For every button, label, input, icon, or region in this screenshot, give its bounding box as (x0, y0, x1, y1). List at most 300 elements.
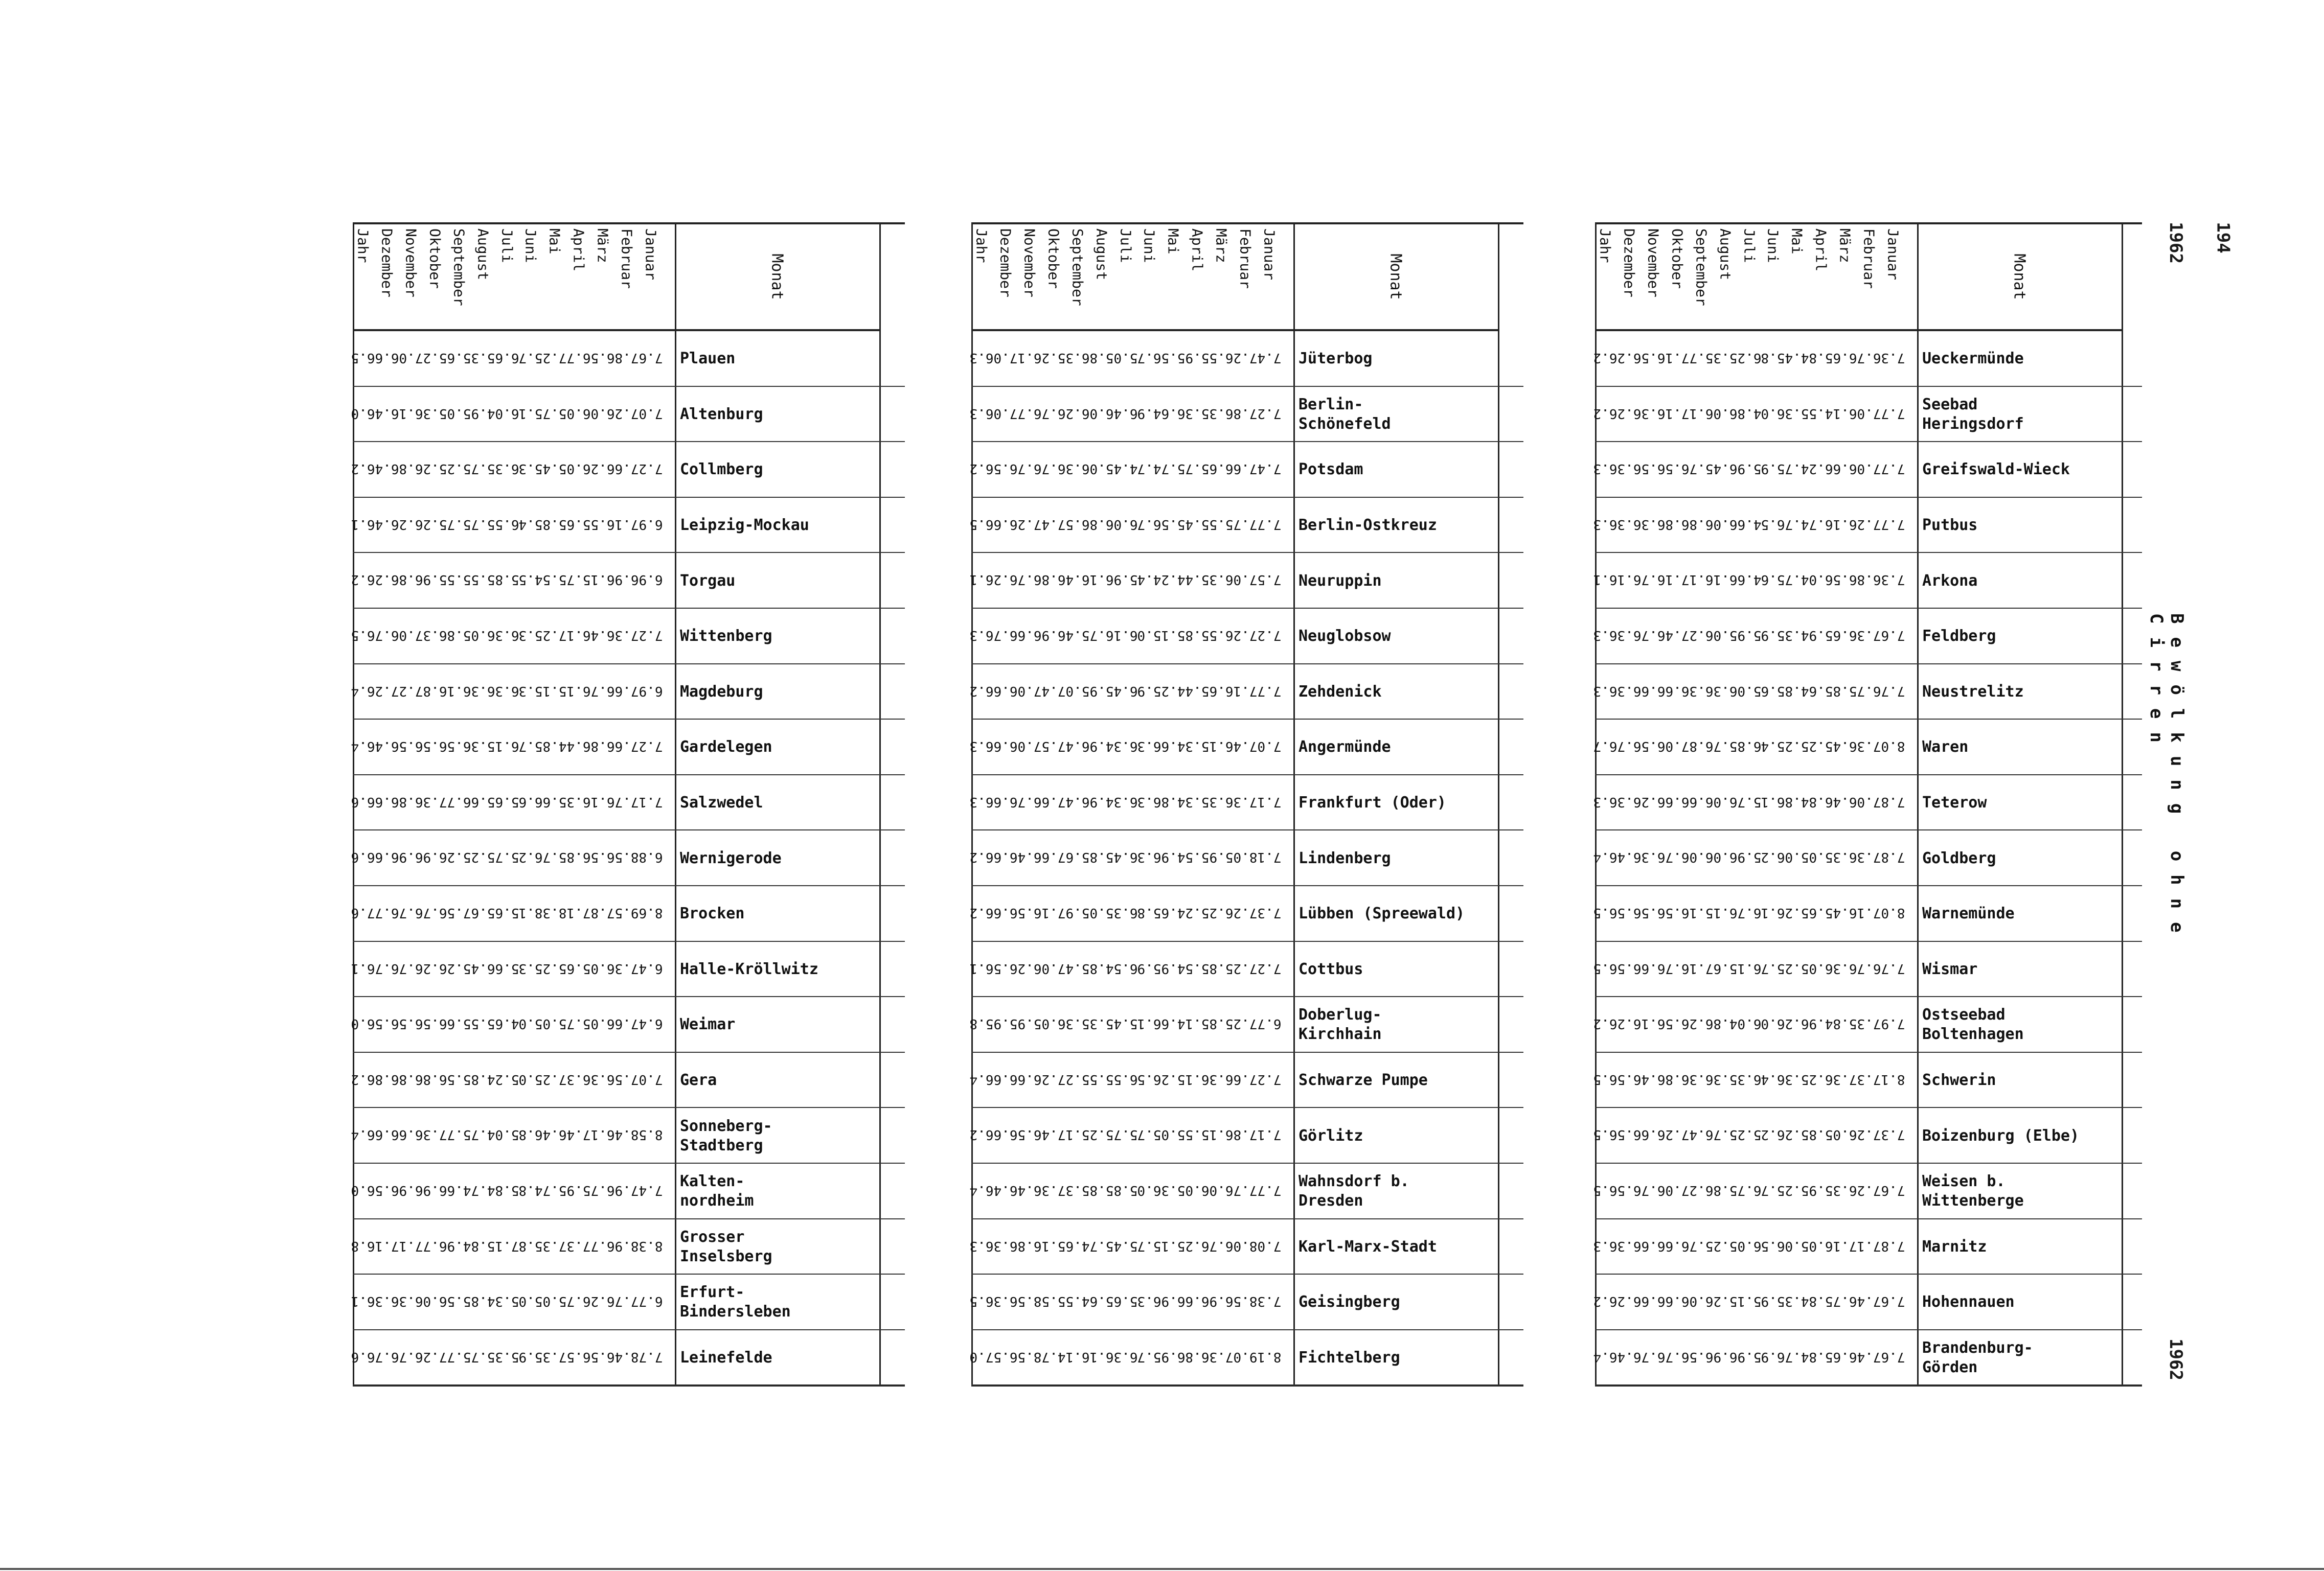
value-text: 4.5 (1809, 405, 1833, 421)
value-text: 6.7 (399, 960, 423, 976)
value-text: 6.3 (1209, 1071, 1234, 1087)
value-text: 6.5 (590, 516, 615, 532)
month-value (1017, 555, 1042, 604)
month-value (375, 1332, 399, 1381)
month-value (1761, 333, 1785, 382)
value-text: 6.2 (1617, 350, 1642, 365)
table-row (353, 1330, 905, 1386)
value-text: 7.3 (1857, 1016, 1881, 1032)
month-value (518, 833, 543, 882)
value-text: 8.0 (1233, 849, 1258, 865)
month-value (1785, 1166, 1809, 1215)
month-value (1065, 1166, 1090, 1215)
row-values (1595, 886, 1917, 942)
month-value (1017, 444, 1042, 493)
value-text: 6.5 (423, 1016, 447, 1032)
value-text: 5.7 (471, 516, 495, 532)
value-text: 6.6 (1665, 683, 1690, 699)
month-value (614, 777, 639, 826)
value-text: 5.8 (495, 572, 519, 588)
month-value (495, 777, 519, 826)
month-column-label (1262, 228, 1277, 328)
value-text: 7.1 (1257, 849, 1282, 865)
table-row (353, 1053, 905, 1108)
value-text: 6.1 (351, 960, 375, 976)
value-text: 6.3 (423, 628, 447, 643)
month-value (471, 444, 495, 493)
row-values (353, 609, 675, 664)
value-text: 6.2 (1785, 1016, 1809, 1032)
table-row (353, 609, 905, 664)
month-value (1233, 555, 1258, 604)
value-text: 6.3 (1209, 405, 1234, 421)
month-value (1185, 611, 1210, 660)
value-text: 6.4 (351, 1127, 375, 1143)
value-text: 7.6 (1881, 628, 1905, 643)
value-text: 6.7 (1809, 516, 1833, 532)
month-value (1257, 1110, 1282, 1159)
year-label-bottom: 1962 (2165, 1338, 2186, 1380)
month-value (1737, 666, 1762, 715)
month-value (639, 944, 663, 993)
month-value (590, 1277, 615, 1326)
value-text: 5.3 (518, 683, 543, 699)
value-text: 8.0 (1233, 1238, 1258, 1254)
value-text: 6.1 (969, 572, 994, 588)
month-column-label (644, 228, 658, 328)
value-text: 7.3 (614, 960, 639, 976)
month-value (993, 444, 1018, 493)
value-text: 7.7 (1257, 516, 1282, 532)
month-name: Oktober (1045, 228, 1062, 289)
month-name: Januar (1884, 228, 1902, 281)
month-value (1761, 833, 1785, 882)
month-value (1185, 833, 1210, 882)
month-value (1185, 389, 1210, 438)
month-value (1833, 389, 1857, 438)
value-text: 7.3 (542, 1238, 567, 1254)
month-value (639, 888, 663, 937)
value-text: 7.3 (1857, 738, 1881, 754)
value-text: 7.3 (1857, 849, 1881, 865)
value-text: 6.5 (993, 960, 1018, 976)
value-text: 6.0 (590, 1016, 615, 1032)
month-name: Dezember (1621, 228, 1638, 297)
month-column-label (1814, 228, 1828, 328)
month-value (518, 777, 543, 826)
month-value (1113, 389, 1138, 438)
table-row (971, 1053, 1523, 1108)
month-value (518, 666, 543, 715)
value-text: 6.5 (375, 1016, 399, 1032)
month-value (399, 777, 423, 826)
month-value (1209, 389, 1234, 438)
month-value (1881, 444, 1905, 493)
year-value (351, 888, 375, 937)
value-text: 6.2 (375, 572, 399, 588)
month-value (1641, 944, 1666, 993)
month-value (1137, 389, 1161, 438)
value-text: 5.8 (1209, 960, 1234, 976)
month-value (1689, 444, 1714, 493)
value-text: 5.8 (542, 516, 567, 532)
station-name: Weisen b. Wittenberge (1922, 1172, 2024, 1210)
value-text: 6.7 (399, 1349, 423, 1365)
month-value (1209, 1277, 1234, 1326)
value-text: 8.5 (639, 1127, 663, 1143)
table-row (353, 1275, 905, 1330)
station-name: Karl-Marx-Stadt (1298, 1237, 1437, 1256)
month-value (1737, 611, 1762, 660)
value-text: 6.8 (1665, 516, 1690, 532)
value-text: 5.7 (518, 350, 543, 365)
month-value (1257, 389, 1282, 438)
value-text: 6.3 (1617, 516, 1642, 532)
value-text: 7.3 (423, 1127, 447, 1143)
month-value (1737, 389, 1762, 438)
month-value (1161, 666, 1186, 715)
value-text: 5.7 (495, 849, 519, 865)
value-text: 7.7 (1881, 683, 1905, 699)
month-value (518, 1166, 543, 1215)
value-text: 7.2 (1041, 1071, 1066, 1087)
value-text: 5.6 (1809, 683, 1833, 699)
value-text: 6.4 (542, 1127, 567, 1143)
month-value (542, 444, 567, 493)
month-value (1617, 999, 1642, 1048)
month-value (1161, 1332, 1186, 1381)
month-value (495, 833, 519, 882)
value-text: 6.2 (969, 905, 994, 920)
table-row (971, 553, 1523, 609)
value-text: 5.8 (1833, 1016, 1857, 1032)
value-text: 6.7 (1641, 1183, 1666, 1198)
value-text: 6.1 (969, 960, 994, 976)
year-value (1593, 722, 1617, 771)
value-text: 6.0 (471, 628, 495, 643)
month-value (1089, 944, 1114, 993)
value-text: 7.2 (542, 628, 567, 643)
table-row (971, 387, 1523, 443)
month-value (399, 333, 423, 382)
value-text: 7.3 (423, 794, 447, 810)
value-text: 7.4 (1857, 1293, 1881, 1309)
value-text: 7.8 (1881, 1238, 1905, 1254)
station-name: Frankfurt (Oder) (1298, 794, 1446, 812)
month-value (542, 944, 567, 993)
value-text: 6.7 (1857, 683, 1881, 699)
value-text: 6.9 (639, 516, 663, 532)
month-value (447, 1166, 471, 1215)
month-value (518, 1332, 543, 1381)
month-value (447, 999, 471, 1048)
month-value (1113, 333, 1138, 382)
value-text: 5.9 (1737, 849, 1762, 865)
month-value (1089, 999, 1114, 1048)
value-text: 5.8 (1089, 849, 1114, 865)
value-text: 6.3 (1113, 1349, 1138, 1365)
value-text: 5.7 (1689, 350, 1714, 365)
value-text: 6.8 (1089, 516, 1114, 532)
month-value (639, 1221, 663, 1270)
value-text: 6.0 (351, 1183, 375, 1198)
month-value (1113, 999, 1138, 1048)
month-value (1641, 611, 1666, 660)
month-value (1233, 444, 1258, 493)
month-value (1833, 1110, 1857, 1159)
value-text: 5.2 (1713, 1238, 1738, 1254)
station-name: Brocken (680, 905, 745, 923)
month-value (1065, 611, 1090, 660)
year-value (969, 666, 994, 715)
value-text: 6.6 (1641, 960, 1666, 976)
month-value (639, 389, 663, 438)
month-value (1617, 1055, 1642, 1104)
month-value (542, 389, 567, 438)
month-value (566, 389, 591, 438)
year-value (351, 944, 375, 993)
value-text: 7.4 (1857, 1349, 1881, 1365)
station-name: Brandenburg- Görden (1922, 1339, 2033, 1377)
row-values (1595, 775, 1917, 831)
value-text: 5.2 (1785, 960, 1809, 976)
month-value (375, 1277, 399, 1326)
station-name: Görlitz (1298, 1126, 1363, 1145)
month-value (1233, 999, 1258, 1048)
month-value (1713, 1055, 1738, 1104)
value-text: 7.0 (1017, 738, 1042, 754)
row-values (1595, 1330, 1917, 1386)
month-value (423, 389, 447, 438)
month-value (1689, 1332, 1714, 1381)
year-value (1593, 999, 1617, 1048)
value-text: 6.3 (1641, 516, 1666, 532)
month-value (1785, 389, 1809, 438)
month-value (1089, 722, 1114, 771)
row-values (971, 609, 1293, 664)
month-value (447, 777, 471, 826)
month-value (1833, 1332, 1857, 1381)
value-text: 5.7 (471, 461, 495, 477)
month-value (614, 1055, 639, 1104)
value-text: 6.0 (590, 960, 615, 976)
year-value (969, 1332, 994, 1381)
value-text: 7.0 (1041, 960, 1066, 976)
value-text: 6.3 (566, 1071, 591, 1087)
row-values (1595, 830, 1917, 886)
value-text: 7.3 (1881, 350, 1905, 365)
value-text: 6.1 (447, 683, 471, 699)
value-text: 6.1 (1089, 572, 1114, 588)
value-text: 7.4 (1233, 738, 1258, 754)
value-text: 5.1 (1737, 1293, 1762, 1309)
value-text: 5.6 (1089, 1293, 1114, 1309)
month-value (1065, 1277, 1090, 1326)
value-text: 6.0 (495, 405, 519, 421)
month-value (993, 333, 1018, 382)
value-text: 6.6 (375, 350, 399, 365)
value-text: 7.0 (969, 1349, 994, 1365)
value-text: 6.5 (1641, 905, 1666, 920)
value-text: 7.7 (614, 1293, 639, 1309)
month-value (1209, 1055, 1234, 1104)
row-values (971, 775, 1293, 831)
month-value (495, 722, 519, 771)
month-value (1185, 333, 1210, 382)
table-row (971, 609, 1523, 664)
value-text: 8.5 (1017, 1349, 1042, 1365)
value-text: 7.5 (447, 905, 471, 920)
month-value (1257, 333, 1282, 382)
value-text: 6.6 (1161, 405, 1186, 421)
value-text: 6.2 (423, 960, 447, 976)
value-text: 6.6 (1665, 1238, 1690, 1254)
month-value (614, 944, 639, 993)
value-text: 5.6 (1713, 960, 1738, 976)
value-text: 7.4 (1665, 628, 1690, 643)
month-value (1833, 722, 1857, 771)
month-name: Dezember (997, 228, 1014, 297)
month-value (1017, 1110, 1042, 1159)
value-text: 6.7 (1017, 794, 1042, 810)
row-values (353, 1275, 675, 1330)
value-text: 5.3 (1065, 1183, 1090, 1198)
month-value (1809, 611, 1833, 660)
month-value (423, 333, 447, 382)
value-text: 7.0 (1857, 461, 1881, 477)
value-text: 5.0 (1113, 350, 1138, 365)
value-text: 8.3 (542, 905, 567, 920)
value-text: 5.3 (518, 960, 543, 976)
month-value (542, 333, 567, 382)
value-text: 6.2 (969, 461, 994, 477)
monat-label: Monat (2010, 253, 2029, 300)
value-text: 6.1 (1713, 572, 1738, 588)
value-text: 5.7 (566, 572, 591, 588)
month-column-label (1742, 228, 1757, 328)
value-text: 6.5 (1641, 350, 1666, 365)
value-text: 5.8 (1185, 628, 1210, 643)
value-text: 5.5 (1209, 516, 1234, 532)
value-text: 6.2 (1065, 405, 1090, 421)
month-value (1713, 333, 1738, 382)
value-text: 7.1 (1257, 1127, 1282, 1143)
month-name: April (1812, 228, 1830, 272)
value-text: 6.3 (1593, 461, 1617, 477)
month-value (1785, 333, 1809, 382)
month-value (399, 611, 423, 660)
row-values (353, 442, 675, 498)
value-text: 6.2 (993, 572, 1018, 588)
value-text: 6.2 (590, 461, 615, 477)
table-row (1595, 775, 2142, 831)
value-text: 7.2 (1233, 1016, 1258, 1032)
month-value (1017, 833, 1042, 882)
station-name: Angermünde (1298, 738, 1391, 756)
table-row (971, 720, 1523, 775)
value-text: 5.7 (1713, 1127, 1738, 1143)
value-text: 5.5 (447, 1071, 471, 1087)
value-text: 6.0 (1185, 1183, 1210, 1198)
value-text: 5.0 (1809, 849, 1833, 865)
month-value (447, 555, 471, 604)
value-text: 6.7 (1593, 738, 1617, 754)
month-value (639, 777, 663, 826)
value-text: 5.1 (542, 683, 567, 699)
value-text: 5.8 (1089, 1183, 1114, 1198)
station-name: Wernigerode (680, 849, 782, 867)
value-text: 6.6 (1665, 794, 1690, 810)
month-value (566, 1277, 591, 1326)
month-name: Juni (1141, 228, 1158, 263)
month-column-label (1142, 228, 1156, 328)
value-text: 5.2 (423, 350, 447, 365)
value-text: 6.5 (1641, 738, 1666, 754)
value-text: 6.0 (1809, 572, 1833, 588)
value-text: 6.3 (495, 683, 519, 699)
value-text: 6.0 (590, 405, 615, 421)
value-text: 6.0 (1737, 1016, 1762, 1032)
value-text: 4.8 (1161, 794, 1186, 810)
value-text: 6.7 (375, 628, 399, 643)
value-text: 6.8 (1185, 1349, 1210, 1365)
month-value (1041, 777, 1066, 826)
value-text: 6.1 (1617, 572, 1642, 588)
value-text: 6.0 (1713, 794, 1738, 810)
value-text: 5.5 (1161, 516, 1186, 532)
month-value (1689, 1221, 1714, 1270)
value-text: 6.2 (1689, 1016, 1714, 1032)
month-value (1209, 944, 1234, 993)
table-row (971, 942, 1523, 998)
month-value (1617, 777, 1642, 826)
month-name: Januar (1261, 228, 1278, 281)
value-text: 9.5 (614, 905, 639, 920)
month-value (1641, 777, 1666, 826)
value-text: 6.7 (1665, 960, 1690, 976)
value-text: 6.5 (351, 350, 375, 365)
value-text: 5.3 (1185, 794, 1210, 810)
month-value (1209, 611, 1234, 660)
value-text: 5.9 (1209, 849, 1234, 865)
value-text: 6.4 (1065, 738, 1090, 754)
month-value (495, 611, 519, 660)
value-text: 6.4 (1113, 849, 1138, 865)
value-text: 6.3 (1113, 738, 1138, 754)
value-text: 5.2 (1737, 1127, 1762, 1143)
month-value (399, 444, 423, 493)
station-name: Leipzig-Mockau (680, 516, 809, 535)
row-values (971, 498, 1293, 553)
month-value (1089, 555, 1114, 604)
value-text: 6.5 (993, 461, 1018, 477)
value-text: 5.8 (447, 628, 471, 643)
month-value (1617, 944, 1642, 993)
value-text: 6.7 (590, 1238, 615, 1254)
value-text: 6.1 (1761, 905, 1785, 920)
month-value (1089, 833, 1114, 882)
month-value (1785, 1055, 1809, 1104)
value-text: 6.7 (1089, 628, 1114, 643)
value-text: 5.5 (1089, 1071, 1114, 1087)
month-value (1185, 1110, 1210, 1159)
month-value (542, 611, 567, 660)
month-value (1185, 555, 1210, 604)
value-text: 5.8 (495, 1183, 519, 1198)
value-text: 7.8 (1233, 1127, 1258, 1143)
station-name: Greifswald-Wieck (1922, 460, 2070, 479)
value-text: 7.1 (399, 1238, 423, 1254)
